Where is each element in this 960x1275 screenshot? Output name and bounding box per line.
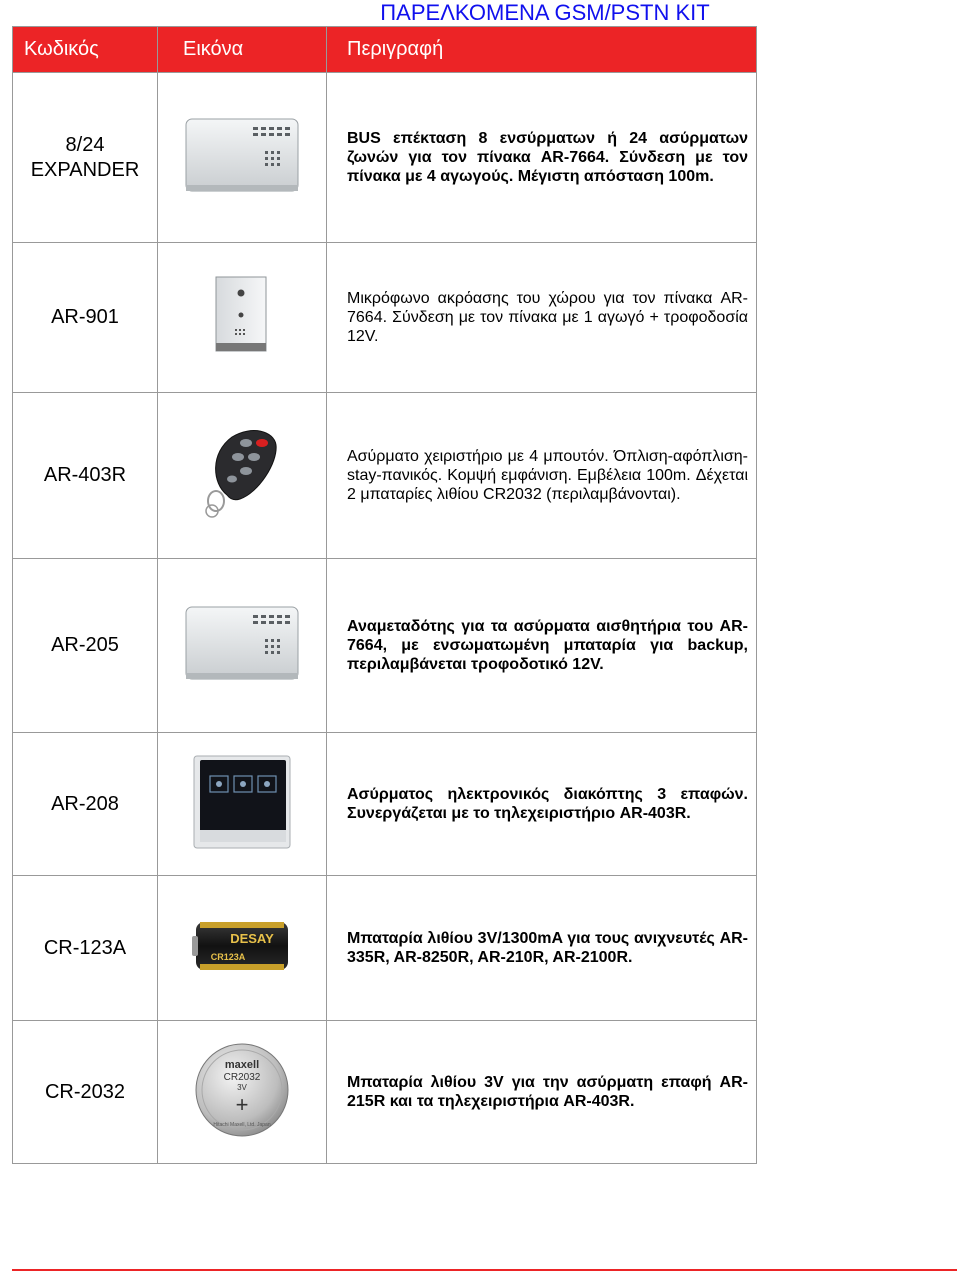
- product-description: Ασύρματος ηλεκτρονικός διακόπτης 3 επαφών. Συνεργάζεται με το τηλεχειριστήριο AR-403R.: [327, 733, 757, 876]
- header-description: Περιγραφή: [327, 27, 757, 73]
- product-code: AR-403R: [13, 393, 158, 559]
- product-description: Μπαταρία λιθίου 3V/1300mA για τους ανιχνευτές AR-335R, AR-8250R, AR-210R, AR-2100R.: [327, 876, 757, 1021]
- wireless-switch-icon: [188, 752, 296, 852]
- battery-brand-text: DESAY: [230, 930, 274, 946]
- repeater-module-icon: [183, 603, 301, 683]
- remote-control-icon: [202, 423, 282, 523]
- product-code: CR-123A: [13, 876, 158, 1021]
- product-description: BUS επέκταση 8 ενσύρματων ή 24 ασύρματων ζωνών για τον πίνακα AR-7664. Σύνδεση με τον πίνακα με 4 αγωγούς. Μέγιστη απόσταση 100m.: [327, 73, 757, 243]
- product-description: Μπαταρία λιθίου 3V για την ασύρματη επαφή AR-215R και τα τηλεχειριστήρια AR-403R.: [327, 1021, 757, 1164]
- product-code-line1: 8/24: [65, 133, 105, 156]
- product-image: [158, 393, 327, 559]
- coin-model-text: CR2032: [223, 1071, 261, 1083]
- microphone-module-icon: [213, 275, 271, 355]
- table-header-row: [13, 27, 757, 73]
- battery-model-text: CR123A: [210, 951, 246, 962]
- coin-plus-text: +: [235, 1091, 249, 1117]
- table-row: [13, 73, 757, 243]
- coin-maker-text: Hitachi Maxell, Ltd. Japan: [213, 1121, 271, 1128]
- accessories-table: [12, 26, 757, 1164]
- table-row: [13, 243, 757, 393]
- product-description: Αναμεταδότης για τα ασύρματα αισθητήρια του AR-7664, με ενσωματωμένη μπαταρία για backup, περιλαμβάνεται τροφοδοτικό 12V.: [327, 559, 757, 733]
- product-image: [158, 559, 327, 733]
- table-row: [13, 393, 757, 559]
- coin-brand-text: maxell: [224, 1058, 260, 1071]
- header-code: Κωδικός: [13, 27, 158, 73]
- product-image: [158, 73, 327, 243]
- product-code: CR-2032: [13, 1021, 158, 1164]
- table-row: [13, 1021, 757, 1164]
- table-row: [13, 559, 757, 733]
- product-description: Μικρόφωνο ακρόασης του χώρου για τον πίνακα AR-7664. Σύνδεση με τον πίνακα με 1 αγωγό + τροφοδοσία 12V.: [327, 243, 757, 393]
- cr2032-coin-battery-icon: [192, 1040, 292, 1140]
- table-row: [13, 733, 757, 876]
- product-code: AR-208: [13, 733, 158, 876]
- product-image: [158, 1021, 327, 1164]
- table-row: [13, 876, 757, 1021]
- product-image: [158, 243, 327, 393]
- coin-voltage-text: 3V: [237, 1082, 247, 1092]
- product-image: [158, 733, 327, 876]
- product-image: [158, 876, 327, 1021]
- page-title: ΠΑΡΕΛΚΟΜΕΝΑ GSM/PSTN KIT: [380, 0, 710, 25]
- product-code-line2: EXPANDER: [30, 158, 140, 181]
- header-image: Εικόνα: [158, 27, 327, 73]
- product-description: Ασύρματο χειριστήριο με 4 μπουτόν. Όπλιση-αφόπλιση-stay-πανικός. Κομψή εμφάνιση. Εμβέλεια 100m. Δέχεται 2 μπαταρίες λιθίου CR2032 (περιλαμβάνονται).: [327, 393, 757, 559]
- expander-module-icon: [183, 115, 301, 195]
- footer-divider: [12, 1269, 957, 1271]
- cr123a-battery-icon: [190, 916, 294, 976]
- product-code: AR-205: [13, 559, 158, 733]
- product-code: AR-901: [13, 243, 158, 393]
- product-code: [13, 73, 158, 243]
